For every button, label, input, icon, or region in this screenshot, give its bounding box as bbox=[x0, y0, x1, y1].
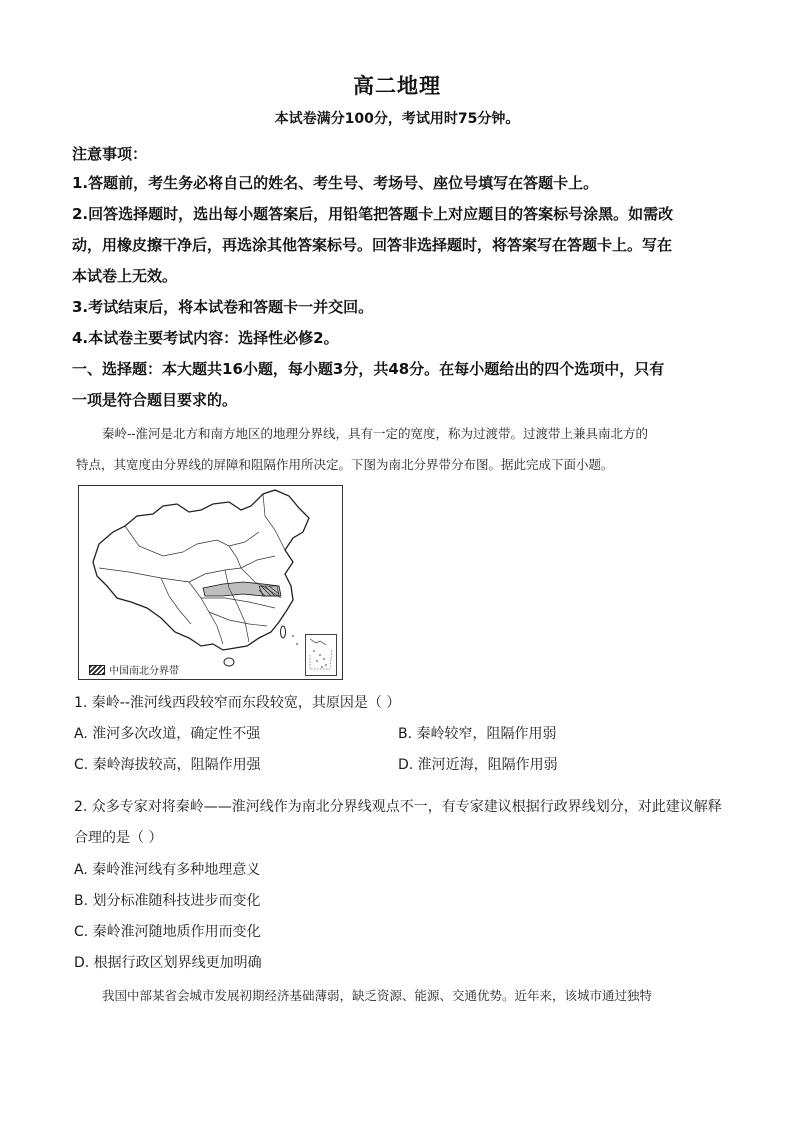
section-heading-line-2: 一项是符合题目要求的。 bbox=[72, 391, 238, 409]
notice-item-3: 3.考试结束后，将本试卷和答题卡一并交回。 bbox=[72, 298, 374, 316]
page-title: 高二地理 bbox=[353, 74, 441, 98]
question-1-option-c: C. 秦岭海拔较高，阻隔作用强 bbox=[74, 757, 261, 773]
south-sea-inset-drawing bbox=[306, 635, 336, 675]
question-2-option-d: D. 根据行政区划界线更加明确 bbox=[74, 955, 262, 971]
section-heading-line-1: 一、选择题：本大题共16小题，每小题3分，共48分。在每小题给出的四个选项中，只有 bbox=[72, 360, 665, 378]
question-1-option-d: D. 淮河近海，阻隔作用弱 bbox=[398, 757, 558, 773]
passage-1-line-1: 秦岭--淮河是北方和南方地区的地理分界线，具有一定的宽度，称为过渡带。过渡带上兼具南北方的 bbox=[102, 426, 648, 441]
south-sea-inset bbox=[305, 634, 337, 676]
notice-item-2-line-2: 动，用橡皮擦干净后，再选涂其他答案标号。回答非选择题时，将答案写在答题卡上。写在 bbox=[72, 236, 673, 254]
passage-2-line-1: 我国中部某省会城市发展初期经济基础薄弱，缺乏资源、能源、交通优势。近年来，该城市通过独特 bbox=[102, 988, 653, 1003]
question-2-stem-line-1: 2. 众多专家对将秦岭——淮河线作为南北分界线观点不一，有专家建议根据行政界线划分，对此建议解释 bbox=[74, 799, 722, 815]
page-subtitle: 本试卷满分100分，考试用时75分钟。 bbox=[274, 111, 520, 127]
china-map-drawing bbox=[79, 486, 342, 679]
question-2-option-a: A. 秦岭淮河线有多种地理意义 bbox=[74, 862, 261, 878]
map-legend-label: 中国南北分界带 bbox=[109, 666, 179, 677]
question-2-stem-line-2: 合理的是（ ） bbox=[74, 830, 163, 846]
question-2-option-b: B. 划分标准随科技进步而变化 bbox=[74, 893, 261, 909]
map-legend bbox=[89, 662, 179, 677]
question-1-stem: 1. 秦岭--淮河线西段较窄而东段较宽，其原因是（ ） bbox=[74, 695, 401, 711]
question-1-option-a: A. 淮河多次改道，确定性不强 bbox=[74, 726, 261, 742]
question-1-option-b: B. 秦岭较窄，阻隔作用弱 bbox=[398, 726, 557, 742]
question-2-option-c: C. 秦岭淮河随地质作用而变化 bbox=[74, 924, 261, 940]
notice-item-4: 4.本试卷主要考试内容：选择性必修2。 bbox=[72, 329, 339, 347]
passage-1-line-2: 特点，其宽度由分界线的屏障和阻隔作用所决定。下图为南北分界带分布图。据此完成下面小题。 bbox=[76, 457, 614, 472]
notice-item-2-line-1: 2.回答选择题时，选出每小题答案后，用铅笔把答题卡上对应题目的答案标号涂黑。如需改 bbox=[72, 205, 674, 223]
notice-heading: 注意事项： bbox=[72, 145, 148, 163]
notice-item-1: 1.答题前，考生务必将自己的姓名、考生号、考场号、座位号填写在答题卡上。 bbox=[72, 174, 599, 192]
notice-item-2-line-3: 本试卷上无效。 bbox=[72, 267, 178, 285]
hatched-swatch-icon bbox=[89, 665, 105, 675]
china-north-south-boundary-map bbox=[78, 485, 343, 680]
